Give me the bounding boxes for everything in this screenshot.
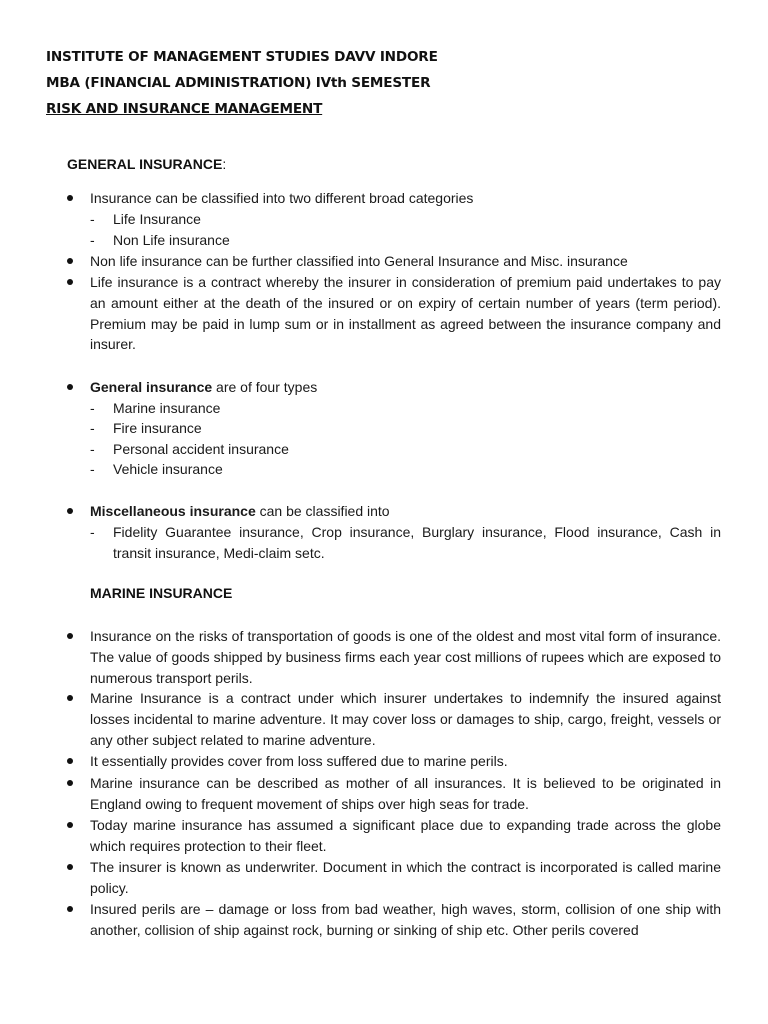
list-item-text: Insured perils are – damage or loss from bad weather, high waves, storm, collision of one ship with another, collision of ship against rock, burning or sinking of ship etc. Other perils covered (90, 901, 721, 938)
marine-insurance-title: MARINE INSURANCE (90, 585, 233, 601)
general-insurance-term: General insurance (90, 379, 213, 395)
bullet-icon (67, 780, 73, 786)
bullet-icon (67, 279, 73, 285)
dash-icon: - (90, 461, 95, 477)
sub-list-item-text: Life Insurance (113, 211, 201, 227)
sub-list-item-text: Marine insurance (113, 400, 221, 416)
bullet-icon (67, 633, 73, 639)
bullet-icon (67, 258, 73, 264)
bullet-icon (67, 384, 73, 390)
general-insurance-rest: are of four types (212, 379, 318, 395)
list-item-text: Life insurance is a contract whereby the insurer in consideration of premium paid undertakes to pay an amount either at the death of the insured or on expiry of certain number of years (term period). Premium may be paid in lump sum or in installment as agreed between the insurance company and insurer. (90, 274, 721, 353)
dash-icon: - (90, 524, 95, 540)
dash-icon: - (90, 400, 95, 416)
general-insurance-title (67, 156, 226, 172)
dash-icon: - (90, 211, 95, 227)
bullet-icon (67, 508, 73, 514)
list-item-text (90, 377, 721, 398)
list-item-text: The insurer is known as underwriter. Document in which the contract is incorporated is called marine policy. (90, 859, 721, 896)
list-item-text: It essentially provides cover from loss suffered due to marine perils. (90, 753, 508, 769)
list-item-text (90, 501, 721, 522)
list-item-text: Non life insurance can be further classified into General Insurance and Misc. insurance (90, 253, 628, 269)
list-item-text: Insurance on the risks of transportation of goods is one of the oldest and most vital form of insurance. The value of goods shipped by business firms each year cost millions of rupees which are exposed to numerous transport perils. (90, 628, 721, 686)
bullet-icon (67, 822, 73, 828)
general-insurance-title-text: GENERAL INSURANCE (67, 156, 223, 172)
dash-icon: - (90, 420, 95, 436)
bullet-icon (67, 906, 73, 912)
bullet-icon (67, 758, 73, 764)
sub-list-item-text: Vehicle insurance (113, 461, 223, 477)
dash-icon: - (90, 441, 95, 457)
list-item-text: Marine Insurance is a contract under which insurer undertakes to indemnify the insured against losses incidental to marine adventure. It may cover loss or damages to ship, cargo, freight, vessels or any other subject related to marine adventure. (90, 690, 721, 748)
sub-list-item-text: Fire insurance (113, 420, 202, 436)
list-item-text: Insurance can be classified into two different broad categories (90, 190, 474, 206)
list-item-text: Marine insurance can be described as mother of all insurances. It is believed to be originated in England owing to frequent movement of ships over high seas for trade. (90, 775, 721, 812)
list-item-text: Today marine insurance has assumed a significant place due to expanding trade across the globe which requires protection to their fleet. (90, 817, 721, 854)
sub-list-item-text: Personal accident insurance (113, 441, 289, 457)
bullet-icon (67, 195, 73, 201)
sub-list-item-text: Non Life insurance (113, 232, 230, 248)
institute-heading: INSTITUTE OF MANAGEMENT STUDIES DAVV INDORE (46, 49, 438, 65)
bullet-icon (67, 695, 73, 701)
dash-icon: - (90, 232, 95, 248)
general-insurance-title-colon: : (222, 156, 227, 172)
misc-insurance-term: Miscellaneous insurance (90, 503, 256, 519)
program-heading: MBA (FINANCIAL ADMINISTRATION) IVth SEMESTER (46, 75, 431, 91)
sub-list-item-text: Fidelity Guarantee insurance, Crop insurance, Burglary insurance, Flood insurance, Cash in transit insurance, Medi-claim setc. (113, 524, 721, 561)
misc-insurance-rest: can be classified into (255, 503, 390, 519)
subject-heading: RISK AND INSURANCE MANAGEMENT (46, 101, 323, 117)
bullet-icon (67, 864, 73, 870)
